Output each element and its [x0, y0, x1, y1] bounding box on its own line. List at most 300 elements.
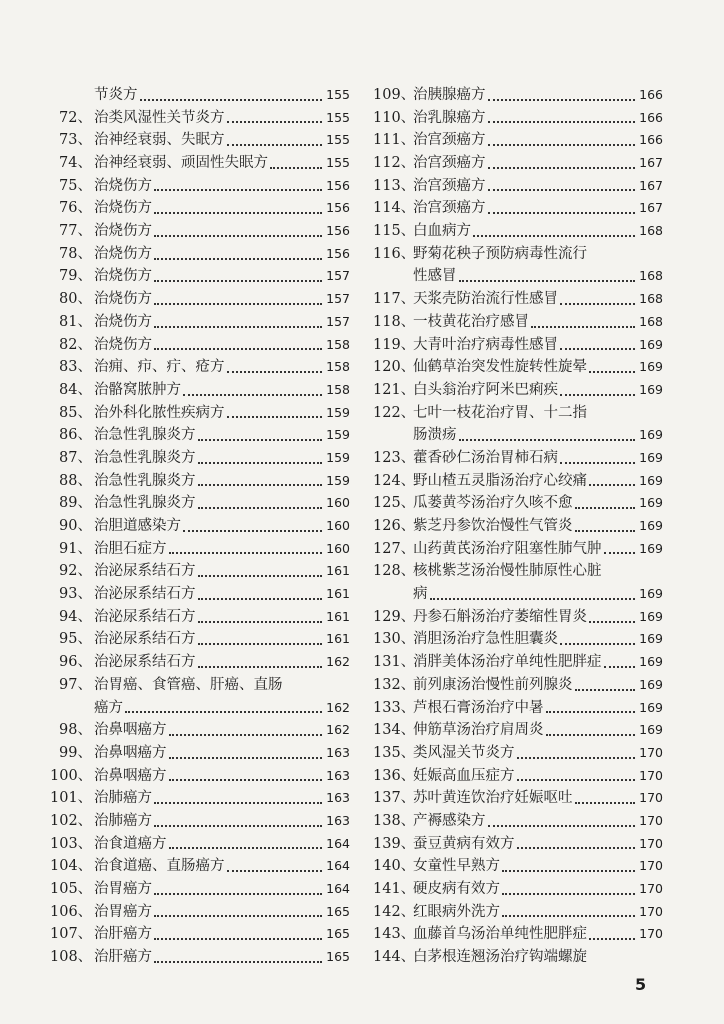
- entry-title: 治骼窝脓肿方: [94, 381, 181, 398]
- entry-page-number: 166: [639, 109, 663, 125]
- entry-number: 103、: [50, 835, 93, 852]
- entry-page-number: 168: [639, 291, 663, 307]
- dot-leader: [575, 802, 636, 804]
- entry-number: 142、: [373, 903, 416, 920]
- dot-leader: [154, 348, 322, 350]
- entry-number: 80、: [59, 291, 92, 308]
- toc-entry: [50, 288, 350, 311]
- entry-page-number: 156: [326, 245, 350, 261]
- toc-entry: [373, 447, 663, 470]
- entry-number: 130、: [373, 631, 416, 648]
- entry-number: 77、: [59, 223, 92, 240]
- entry-number: 110、: [373, 109, 416, 126]
- toc-entry: [50, 107, 350, 130]
- entry-title: 前列康汤治慢性前列腺炎: [413, 676, 573, 693]
- toc-entry: [373, 765, 663, 788]
- dot-leader: [154, 938, 322, 940]
- dot-leader: [575, 507, 636, 509]
- entry-page-number: 155: [326, 155, 350, 171]
- entry-page-number: 169: [639, 518, 663, 534]
- entry-number: 136、: [373, 767, 416, 784]
- entry-title: 治烧伤方: [94, 200, 152, 217]
- dot-leader: [459, 439, 636, 441]
- toc-entry: [50, 84, 350, 107]
- entry-number: 79、: [59, 268, 92, 285]
- toc-right-column: [373, 84, 663, 969]
- entry-page-number: 159: [326, 449, 350, 465]
- entry-title: 野菊花秧子预防病毒性流行: [413, 245, 587, 262]
- dot-leader: [560, 348, 635, 350]
- entry-title: 治胰腺癌方: [413, 86, 486, 103]
- entry-number: 76、: [59, 200, 92, 217]
- toc-entry: [373, 901, 663, 924]
- toc-entry: [50, 447, 350, 470]
- toc-entry: [373, 129, 663, 152]
- dot-leader: [154, 893, 322, 895]
- entry-page-number: 167: [639, 200, 663, 216]
- toc-entry: [373, 651, 663, 674]
- entry-number: 108、: [50, 949, 93, 966]
- entry-number: 127、: [373, 540, 416, 557]
- entry-number: 119、: [373, 336, 416, 353]
- entry-title: 治胃癌方: [94, 881, 152, 898]
- entry-title: 治神经衰弱、失眠方: [94, 132, 225, 149]
- entry-title: 治泌尿系结石方: [94, 608, 196, 625]
- entry-number: 112、: [373, 155, 416, 172]
- entry-number: 134、: [373, 722, 416, 739]
- entry-page-number: 170: [639, 881, 663, 897]
- dot-leader: [154, 258, 322, 260]
- toc-entry: [50, 243, 350, 266]
- dot-leader: [154, 280, 322, 282]
- toc-entry: [373, 538, 663, 561]
- entry-title: 治急性乳腺炎方: [94, 472, 196, 489]
- entry-title: 治肝癌方: [94, 949, 152, 966]
- entry-number: 137、: [373, 790, 416, 807]
- toc-entry: [50, 470, 350, 493]
- toc-entry: [373, 152, 663, 175]
- dot-leader: [560, 303, 635, 305]
- dot-leader: [154, 235, 322, 237]
- entry-title: 红眼病外洗方: [413, 903, 500, 920]
- entry-page-number: 164: [326, 881, 350, 897]
- entry-page-number: 160: [326, 518, 350, 534]
- dot-leader: [488, 121, 636, 123]
- entry-number: 144、: [373, 949, 416, 966]
- toc-entry: [373, 697, 663, 720]
- dot-leader: [488, 167, 636, 169]
- entry-title: 藿香砂仁汤治胃柿石病: [413, 449, 558, 466]
- toc-entry: [50, 833, 350, 856]
- toc-entry: [50, 855, 350, 878]
- entry-number: 122、: [373, 404, 416, 421]
- entry-number: 141、: [373, 881, 416, 898]
- entry-number: 129、: [373, 608, 416, 625]
- dot-leader: [198, 484, 323, 486]
- entry-title: 治胆道感染方: [94, 518, 181, 535]
- toc-entry: [50, 810, 350, 833]
- entry-title: 治肺癌方: [94, 812, 152, 829]
- dot-leader: [227, 870, 323, 872]
- entry-title: 瓜蒌黄芩汤治疗久咳不愈: [413, 495, 573, 512]
- dot-leader: [227, 121, 323, 123]
- entry-number: 124、: [373, 472, 416, 489]
- entry-number: 123、: [373, 449, 416, 466]
- entry-title: 硬皮病有效方: [413, 881, 500, 898]
- entry-page-number: 167: [639, 155, 663, 171]
- dot-leader: [154, 326, 322, 328]
- entry-title: 病: [413, 586, 428, 603]
- toc-entry: [373, 674, 663, 697]
- toc-entry: [50, 492, 350, 515]
- entry-page-number: 163: [326, 767, 350, 783]
- entry-number: 126、: [373, 518, 416, 535]
- entry-number: 75、: [59, 177, 92, 194]
- toc-entry: [50, 311, 350, 334]
- dot-leader: [589, 484, 635, 486]
- dot-leader: [488, 825, 636, 827]
- dot-leader: [169, 779, 323, 781]
- entry-page-number: 165: [326, 926, 350, 942]
- dot-leader: [531, 326, 635, 328]
- dot-leader: [169, 552, 323, 554]
- toc-entry: [50, 515, 350, 538]
- toc-entry: [50, 651, 350, 674]
- entry-page-number: 161: [326, 608, 350, 624]
- dot-leader: [546, 734, 636, 736]
- toc-entry: [50, 719, 350, 742]
- entry-page-number: 162: [326, 654, 350, 670]
- toc-entry: [373, 492, 663, 515]
- dot-leader: [154, 915, 322, 917]
- entry-page-number: 169: [639, 381, 663, 397]
- entry-number: 86、: [59, 427, 92, 444]
- entry-number: 121、: [373, 381, 416, 398]
- entry-number: 104、: [50, 858, 93, 875]
- dot-leader: [227, 371, 323, 373]
- entry-page-number: 170: [639, 858, 663, 874]
- entry-page-number: 169: [639, 336, 663, 352]
- toc-entry: [50, 402, 350, 425]
- toc-entry: [50, 606, 350, 629]
- entry-title: 山药黄芪汤治疗阻塞性肺气肿: [413, 540, 602, 557]
- entry-title: 治宫颈癌方: [413, 200, 486, 217]
- entry-page-number: 161: [326, 586, 350, 602]
- dot-leader: [169, 734, 323, 736]
- entry-title: 治宫颈癌方: [413, 155, 486, 172]
- entry-title: 核桃紫芝汤治慢性肺原性心脏: [413, 563, 602, 580]
- entry-title: 治烧伤方: [94, 291, 152, 308]
- entry-title: 治宫颈癌方: [413, 177, 486, 194]
- entry-page-number: 163: [326, 812, 350, 828]
- entry-title: 治鼻咽癌方: [94, 744, 167, 761]
- dot-leader: [198, 462, 323, 464]
- dot-leader: [575, 689, 636, 691]
- entry-number: 99、: [59, 744, 92, 761]
- dot-leader: [169, 847, 323, 849]
- dot-leader: [502, 870, 635, 872]
- dot-leader: [125, 711, 322, 713]
- entry-number: 78、: [59, 245, 92, 262]
- entry-page-number: 168: [639, 268, 663, 284]
- entry-title: 治急性乳腺炎方: [94, 495, 196, 512]
- toc-entry: [50, 901, 350, 924]
- toc-entry: [373, 719, 663, 742]
- toc-entry: [50, 334, 350, 357]
- dot-leader: [488, 212, 636, 214]
- toc-entry: [373, 629, 663, 652]
- entry-page-number: 163: [326, 744, 350, 760]
- entry-title: 治泌尿系结石方: [94, 631, 196, 648]
- entry-title: 血藤首乌汤治单纯性肥胖症: [413, 926, 587, 943]
- toc-entry: [50, 765, 350, 788]
- entry-title: 伸筋草汤治疗肩周炎: [413, 722, 544, 739]
- toc-entry: [50, 538, 350, 561]
- entry-number: 111、: [373, 132, 416, 149]
- entry-title: 野山楂五灵脂汤治疗心绞痛: [413, 472, 587, 489]
- dot-leader: [154, 212, 322, 214]
- entry-title: 消胖美体汤治疗单纯性肥胖症: [413, 654, 602, 671]
- dot-leader: [560, 643, 635, 645]
- toc-entry: [50, 674, 350, 697]
- entry-page-number: 158: [326, 336, 350, 352]
- toc-entry: [373, 379, 663, 402]
- toc-entry: [373, 583, 663, 606]
- entry-number: 113、: [373, 177, 416, 194]
- dot-leader: [473, 235, 635, 237]
- dot-leader: [154, 303, 322, 305]
- entry-title: 治烧伤方: [94, 177, 152, 194]
- entry-number: 74、: [59, 155, 92, 172]
- entry-title: 治食道癌、直肠癌方: [94, 858, 225, 875]
- toc-entry: [373, 606, 663, 629]
- entry-number: 96、: [59, 654, 92, 671]
- dot-leader: [488, 189, 636, 191]
- entry-page-number: 159: [326, 472, 350, 488]
- dot-leader: [589, 371, 635, 373]
- toc-entry: [373, 197, 663, 220]
- entry-page-number: 158: [326, 359, 350, 375]
- entry-title: 治鼻咽癌方: [94, 722, 167, 739]
- toc-entry: [50, 197, 350, 220]
- toc-entry: [373, 107, 663, 130]
- toc-entry: [373, 878, 663, 901]
- entry-page-number: 170: [639, 903, 663, 919]
- dot-leader: [183, 530, 322, 532]
- entry-number: 106、: [50, 903, 93, 920]
- toc-entry: [373, 470, 663, 493]
- entry-page-number: 157: [326, 291, 350, 307]
- dot-leader: [270, 167, 322, 169]
- entry-title: 蚕豆黄病有效方: [413, 835, 515, 852]
- entry-title: 节炎方: [94, 86, 138, 103]
- dot-leader: [140, 99, 323, 101]
- entry-page-number: 169: [639, 495, 663, 511]
- toc-entry: [50, 697, 350, 720]
- entry-title: 治泌尿系结石方: [94, 586, 196, 603]
- entry-title: 仙鹤草治突发性旋转性旋晕: [413, 359, 587, 376]
- entry-title: 芦根石膏汤治疗中暑: [413, 699, 544, 716]
- toc-entry: [373, 266, 663, 289]
- toc-entry: [50, 220, 350, 243]
- entry-number: 114、: [373, 200, 416, 217]
- entry-number: 87、: [59, 449, 92, 466]
- entry-page-number: 167: [639, 177, 663, 193]
- entry-number: 90、: [59, 518, 92, 535]
- dot-leader: [154, 961, 322, 963]
- entry-page-number: 169: [639, 722, 663, 738]
- entry-title: 七叶一枝花治疗胃、十二指: [413, 404, 587, 421]
- toc-entry: [373, 311, 663, 334]
- entry-number: 93、: [59, 586, 92, 603]
- toc-entry: [50, 742, 350, 765]
- entry-page-number: 162: [326, 699, 350, 715]
- entry-page-number: 155: [326, 86, 350, 102]
- entry-number: 138、: [373, 812, 416, 829]
- entry-number: 128、: [373, 563, 416, 580]
- toc-entry: [50, 379, 350, 402]
- entry-number: 139、: [373, 835, 416, 852]
- dot-leader: [198, 507, 323, 509]
- toc-entry: [373, 742, 663, 765]
- entry-number: 98、: [59, 722, 92, 739]
- entry-number: 132、: [373, 676, 416, 693]
- toc-entry: [373, 402, 663, 425]
- entry-title: 治泌尿系结石方: [94, 654, 196, 671]
- entry-page-number: 170: [639, 926, 663, 942]
- entry-title: 治烧伤方: [94, 223, 152, 240]
- entry-number: 97、: [59, 676, 92, 693]
- entry-number: 115、: [373, 223, 416, 240]
- entry-title: 治痈、疖、疔、疮方: [94, 359, 225, 376]
- entry-title: 治胃癌方: [94, 903, 152, 920]
- entry-page-number: 166: [639, 86, 663, 102]
- entry-title: 白头翁治疗阿米巴痢疾: [413, 381, 558, 398]
- entry-title: 性感冒: [413, 268, 457, 285]
- entry-page-number: 158: [326, 381, 350, 397]
- entry-page-number: 160: [326, 540, 350, 556]
- entry-page-number: 165: [326, 949, 350, 965]
- dot-leader: [560, 462, 635, 464]
- entry-title: 消胆汤治疗急性胆囊炎: [413, 631, 558, 648]
- entry-page-number: 161: [326, 563, 350, 579]
- entry-page-number: 169: [639, 359, 663, 375]
- toc-entry: [50, 629, 350, 652]
- entry-number: 100、: [50, 767, 93, 784]
- entry-page-number: 155: [326, 109, 350, 125]
- entry-page-number: 161: [326, 631, 350, 647]
- entry-page-number: 169: [639, 608, 663, 624]
- dot-leader: [589, 621, 635, 623]
- toc-entry: [373, 84, 663, 107]
- entry-number: 72、: [59, 109, 92, 126]
- entry-title: 肠溃疡: [413, 427, 457, 444]
- dot-leader: [589, 938, 635, 940]
- entry-number: 140、: [373, 858, 416, 875]
- page-number: 5: [635, 975, 647, 994]
- dot-leader: [575, 530, 636, 532]
- entry-page-number: 160: [326, 495, 350, 511]
- entry-page-number: 168: [639, 313, 663, 329]
- entry-number: 107、: [50, 926, 93, 943]
- toc-entry: [50, 266, 350, 289]
- entry-title: 治肺癌方: [94, 790, 152, 807]
- entry-number: 85、: [59, 404, 92, 421]
- entry-title: 治烧伤方: [94, 268, 152, 285]
- dot-leader: [198, 575, 323, 577]
- entry-page-number: 157: [326, 313, 350, 329]
- entry-number: 118、: [373, 313, 416, 330]
- entry-page-number: 169: [639, 586, 663, 602]
- toc-entry: [50, 787, 350, 810]
- dot-leader: [198, 598, 323, 600]
- entry-number: 95、: [59, 631, 92, 648]
- entry-title: 治肝癌方: [94, 926, 152, 943]
- entry-page-number: 169: [639, 699, 663, 715]
- entry-page-number: 155: [326, 132, 350, 148]
- entry-number: 105、: [50, 881, 93, 898]
- entry-number: 88、: [59, 472, 92, 489]
- toc-entry: [373, 515, 663, 538]
- entry-title: 治食道癌方: [94, 835, 167, 852]
- dot-leader: [517, 779, 636, 781]
- entry-page-number: 169: [639, 676, 663, 692]
- entry-number: 82、: [59, 336, 92, 353]
- toc-entry: [373, 288, 663, 311]
- dot-leader: [502, 893, 635, 895]
- dot-leader: [198, 666, 323, 668]
- entry-page-number: 156: [326, 200, 350, 216]
- dot-leader: [154, 189, 322, 191]
- entry-page-number: 170: [639, 790, 663, 806]
- entry-number: 92、: [59, 563, 92, 580]
- dot-leader: [517, 757, 636, 759]
- entry-number: 84、: [59, 381, 92, 398]
- entry-number: 133、: [373, 699, 416, 716]
- dot-leader: [198, 621, 323, 623]
- entry-title: 治外科化脓性疾病方: [94, 404, 225, 421]
- entry-title: 治急性乳腺炎方: [94, 449, 196, 466]
- entry-title: 治宫颈癌方: [413, 132, 486, 149]
- entry-page-number: 166: [639, 132, 663, 148]
- entry-page-number: 169: [639, 472, 663, 488]
- entry-number: 91、: [59, 540, 92, 557]
- toc-entry: [373, 855, 663, 878]
- toc-entry: [50, 356, 350, 379]
- entry-title: 治乳腺癌方: [413, 109, 486, 126]
- toc-entry: [373, 334, 663, 357]
- entry-title: 大青叶治疗病毒性感冒: [413, 336, 558, 353]
- entry-title: 治鼻咽癌方: [94, 767, 167, 784]
- dot-leader: [604, 666, 636, 668]
- entry-title: 白血病方: [413, 223, 471, 240]
- entry-title: 天浆壳防治流行性感冒: [413, 291, 558, 308]
- entry-page-number: 169: [639, 631, 663, 647]
- dot-leader: [183, 394, 322, 396]
- entry-title: 治烧伤方: [94, 245, 152, 262]
- toc-entry: [50, 560, 350, 583]
- dot-leader: [459, 280, 636, 282]
- toc-entry: [50, 424, 350, 447]
- entry-number: 83、: [59, 359, 92, 376]
- entry-page-number: 162: [326, 722, 350, 738]
- dot-leader: [154, 825, 322, 827]
- entry-title: 治泌尿系结石方: [94, 563, 196, 580]
- entry-page-number: 165: [326, 903, 350, 919]
- toc-entry: [50, 175, 350, 198]
- entry-number: 116、: [373, 245, 416, 262]
- entry-title: 白茅根连翘汤治疗钩端螺旋: [413, 949, 587, 966]
